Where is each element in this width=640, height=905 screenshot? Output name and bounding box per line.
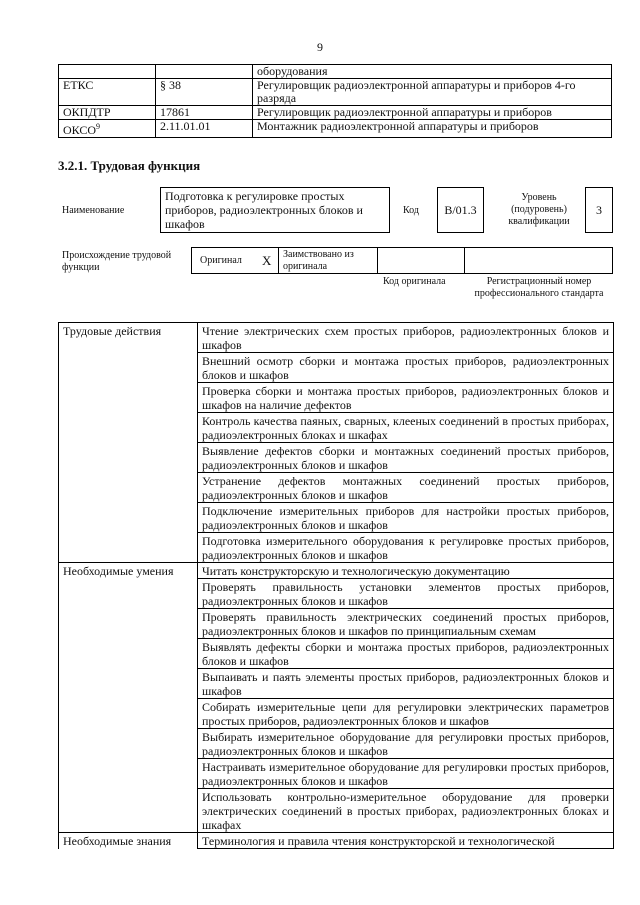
category-spacer (59, 669, 198, 699)
table-row (59, 563, 614, 579)
table-row (59, 383, 614, 413)
category-item: Чтение электрических схем простых приборов, радиоэлектронных блоков и шкафов (198, 323, 614, 353)
table-row (59, 729, 614, 759)
category-spacer (59, 413, 198, 443)
section-title: 3.2.1. Трудовая функция (58, 158, 201, 173)
category-item: Использовать контрольно-измерительное оборудование для проверки электрических соединений в простых приборах, радиоэлектронных блоках и шкафах (198, 789, 614, 833)
function-code: B/01.3 (437, 187, 484, 233)
category-item: Внешний осмотр сборки и монтажа простых приборов, радиоэлектронных блоков и шкафов (198, 353, 614, 383)
table-row (59, 503, 614, 533)
table-row (59, 789, 614, 833)
code-label: Код (403, 205, 419, 216)
category-spacer (59, 699, 198, 729)
level-label: Уровень (подуровень) квалификации (508, 192, 570, 227)
reg-number-caption: Регистрационный номер профессионального стандарта (474, 276, 604, 299)
category-spacer (59, 609, 198, 639)
origin-label: Происхождение трудовой функции (62, 250, 172, 273)
category-spacer (59, 473, 198, 503)
category-item: Выявление дефектов сборки и монтажных соединений простых приборов, радиоэлектронных блоков и шкафов (198, 443, 614, 473)
category-item: Проверка сборки и монтажа простых приборов, радиоэлектронных блоков и шкафов на наличие дефектов (198, 383, 614, 413)
table-row (59, 833, 614, 849)
table-row (59, 65, 612, 79)
category-title: Трудовые действия (59, 323, 198, 353)
class-name: оборудования (253, 65, 612, 79)
category-item: Контроль качества паяных, сварных, клееных соединений в простых приборах, радиоэлектронных блоках и шкафах (198, 413, 614, 443)
table-row (59, 533, 614, 563)
category-spacer (59, 443, 198, 473)
code-original-caption: Код оригинала (383, 276, 446, 287)
category-item: Выбирать измерительное оборудование для регулировки простых приборов, радиоэлектронных блоков и шкафов (198, 729, 614, 759)
category-item: Выявлять дефекты сборки и монтажа простых приборов, радиоэлектронных блоков и шкафов (198, 639, 614, 669)
original-code-cell (377, 247, 465, 274)
footnote-mark: 9 (96, 122, 101, 131)
category-spacer (59, 503, 198, 533)
table-row (59, 413, 614, 443)
borrowed-label: Заимствовано из оригинала (283, 249, 354, 272)
original-mark: X (262, 253, 272, 268)
class-num (156, 65, 253, 79)
table-row (59, 106, 612, 120)
class-code: ОКПДТР (59, 106, 156, 120)
category-item: Выпаивать и паять элементы простых приборов, радиоэлектронных блоков и шкафов (198, 669, 614, 699)
function-details-table (58, 322, 614, 849)
table-row (59, 639, 614, 669)
category-item: Проверять правильность установки элементов простых приборов, радиоэлектронных блоков и шкафов (198, 579, 614, 609)
table-row (59, 79, 612, 106)
class-code-cell (59, 120, 156, 138)
table-row (59, 323, 614, 353)
origin-row (191, 247, 613, 274)
category-spacer (59, 353, 198, 383)
class-code: ЕТКС (59, 79, 156, 106)
category-spacer (59, 579, 198, 609)
category-spacer (59, 639, 198, 669)
category-item: Проверять правильность электрических соединений простых приборов, радиоэлектронных блоков и шкафов по принципиальным схемам (198, 609, 614, 639)
borrowed-cell (278, 247, 378, 274)
class-num: § 38 (156, 79, 253, 106)
category-item: Читать конструкторскую и технологическую документацию (198, 563, 614, 579)
class-code (59, 65, 156, 79)
function-name: Подготовка к регулировке простых приборов, радиоэлектронных блоков и шкафов (160, 187, 390, 233)
category-item: Подготовка измерительного оборудования к регулировке простых приборов, радиоэлектронных блоков и шкафов (198, 533, 614, 563)
category-item: Устранение дефектов монтажных соединений простых приборов, радиоэлектронных блоков и шкафов (198, 473, 614, 503)
qualification-level: 3 (585, 187, 613, 233)
category-spacer (59, 729, 198, 759)
class-name: Регулировщик радиоэлектронной аппаратуры и приборов 4-го разряда (253, 79, 612, 106)
category-spacer (59, 533, 198, 563)
table-row (59, 759, 614, 789)
name-label: Наименование (62, 205, 125, 216)
page-number: 9 (317, 40, 323, 54)
class-name: Монтажник радиоэлектронной аппаратуры и приборов (253, 120, 612, 138)
table-row (59, 473, 614, 503)
original-cell (191, 247, 279, 274)
category-spacer (59, 383, 198, 413)
category-item: Терминология и правила чтения конструкторской и технологической (198, 833, 614, 849)
category-item: Собирать измерительные цепи для регулировки электрических параметров простых приборов, радиоэлектронных блоков и шкафов (198, 699, 614, 729)
classification-table (58, 64, 612, 138)
table-row (59, 353, 614, 383)
class-num: 17861 (156, 106, 253, 120)
table-row (59, 669, 614, 699)
category-spacer (59, 789, 198, 833)
class-num: 2.11.01.01 (156, 120, 253, 138)
table-row (59, 120, 612, 138)
class-code: ОКСО (63, 123, 97, 137)
original-label: Оригинал (200, 255, 242, 266)
table-row (59, 579, 614, 609)
category-title: Необходимые знания (59, 833, 198, 849)
table-row (59, 443, 614, 473)
class-name: Регулировщик радиоэлектронной аппаратуры и приборов (253, 106, 612, 120)
category-item: Настраивать измерительное оборудование для регулировки простых приборов, радиоэлектронных блоков и шкафов (198, 759, 614, 789)
category-title: Необходимые умения (59, 563, 198, 579)
category-spacer (59, 759, 198, 789)
category-item: Подключение измерительных приборов для настройки простых приборов, радиоэлектронных блоков и шкафов (198, 503, 614, 533)
table-row (59, 609, 614, 639)
table-row (59, 699, 614, 729)
reg-number-cell (464, 247, 613, 274)
